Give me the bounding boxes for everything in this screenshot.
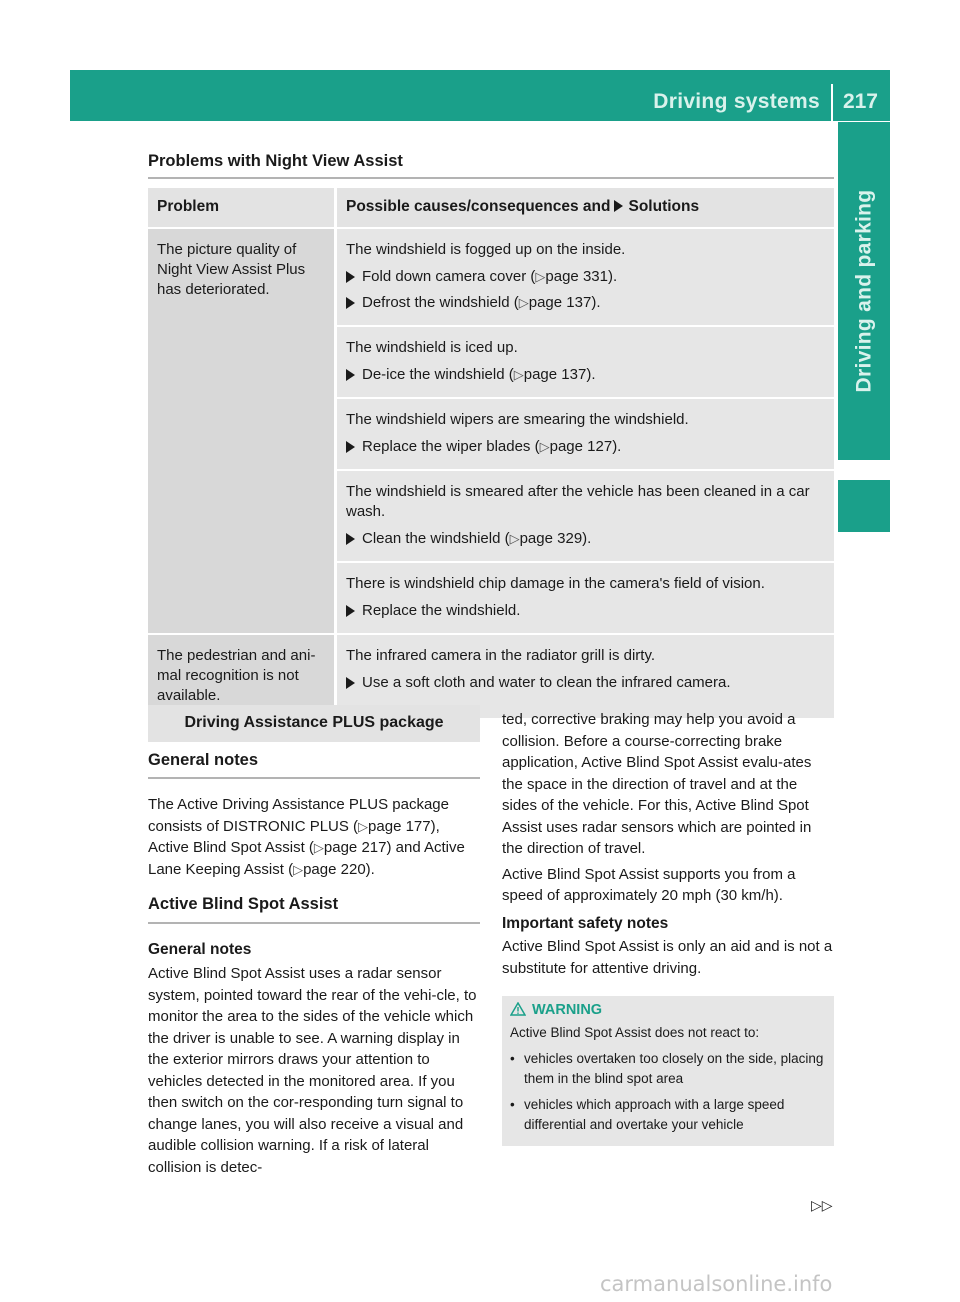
cause-text: The windshield is iced up. (346, 339, 518, 356)
action-item (346, 267, 825, 287)
action-text: Fold down camera cover ( (362, 268, 536, 285)
warning-intro: Active Blind Spot Assist does not react to: (510, 1025, 760, 1040)
blind-spot-text: Active Blind Spot Assist uses a radar sensor system, pointed toward the rear of the vehi-cle, to monitor the area to the sides of the vehicle which the driver is unable to see. A warning display in the exterior mirrors draws your attention to vehicles detected in the monitored area. If you then switch on the cor-responding turn signal to change lanes, you will also receive a visual and audible collision warning. If a risk of lateral collision is detec- (148, 965, 477, 1176)
arrow-icon (346, 297, 355, 309)
watermark: carmanualsonline.info (600, 1272, 833, 1296)
right-column (502, 709, 834, 979)
blind-spot-heading: Active Blind Spot Assist (148, 895, 339, 913)
action-item (346, 529, 825, 549)
page-ref-icon: ▷ (293, 861, 304, 877)
action-item (346, 293, 825, 313)
package-text-part: ). (365, 860, 375, 878)
warning-item (510, 1049, 830, 1089)
action-text-wrap (362, 601, 520, 621)
table-title: Problems with Night View Assist (148, 152, 403, 170)
page-ref-icon: ▷ (513, 367, 524, 382)
action-text-end: ). (582, 530, 592, 547)
page-ref-icon: ▷ (539, 439, 550, 454)
cause-text: There is windshield chip damage in the camera's field of vision. (346, 575, 765, 592)
side-tab-marker (838, 480, 890, 532)
action-text-wrap (362, 293, 601, 313)
table-header-row (148, 188, 834, 227)
general-notes-heading: General notes (148, 750, 259, 769)
page-ref: page 217 (323, 839, 387, 856)
header-solutions-suffix: Solutions (628, 198, 700, 215)
page-ref: page 329 (519, 530, 583, 547)
page-ref: page 220 (303, 860, 366, 878)
action-text-wrap (362, 437, 621, 457)
action-text-end: ). (586, 366, 596, 383)
solution-cell (337, 471, 834, 561)
problem-cell: The picture quality of Night View Assist Plus has deteriorated. (148, 229, 337, 633)
side-tab-label: Driving and parking (852, 189, 875, 393)
package-title: Driving Assistance PLUS package (148, 705, 480, 742)
page-ref-icon: ▷ (358, 818, 369, 834)
page-ref: page 127 (549, 438, 613, 455)
page-ref-icon: ▷ (313, 840, 324, 855)
header-problem: Problem (148, 188, 337, 227)
problem-cell: The pedestrian and ani-mal recognition is not available. (148, 635, 337, 718)
page-ref: page 177 (368, 817, 431, 835)
package-text-part: The Active Driving Assistance PLUS package consists of DISTRONIC PLUS ( (148, 796, 449, 835)
solution-cell (337, 327, 834, 397)
action-text: Defrost the windshield ( (362, 294, 519, 311)
page-ref-icon: ▷ (518, 295, 529, 310)
page-number: 217 (842, 90, 878, 113)
blind-spot-rule (148, 922, 480, 924)
action-text: Use a soft cloth and water to clean the infrared camera. (362, 674, 731, 691)
action-text: Replace the wiper blades ( (362, 438, 540, 455)
cause-text: The windshield is smeared after the vehicle has been cleaned in a car wash. (346, 483, 810, 520)
action-text-end: ). (612, 438, 622, 455)
speed-text: Active Blind Spot Assist supports you from a speed of approximately 20 mph (30 km/h). (502, 865, 796, 904)
solution-cell (337, 563, 834, 633)
left-column (148, 705, 480, 1178)
warning-icon (510, 1002, 526, 1016)
header-solutions-prefix: Possible causes/consequences and (346, 198, 611, 215)
warning-item-text: vehicles overtaken too closely on the side, placing them in the blind spot area (524, 1051, 824, 1086)
blind-spot-general-heading: General notes (148, 940, 252, 958)
warning-title-text: WARNING (532, 1002, 603, 1018)
action-text-end: ). (607, 268, 618, 285)
side-tab-label-wrap (838, 122, 890, 460)
table-body (148, 229, 834, 718)
cause-text: The windshield is fogged up on the inside. (346, 241, 626, 258)
arrow-icon (346, 369, 355, 381)
warning-box (502, 996, 834, 1146)
bullet-icon: • (510, 1097, 515, 1112)
arrow-icon (346, 271, 355, 283)
package-text-part: ) and Active Lane Keeping Assist ( (148, 839, 465, 878)
solution-cell (337, 229, 834, 325)
action-item (346, 673, 825, 693)
header-separator (831, 84, 833, 121)
bullet-icon: • (510, 1051, 515, 1066)
action-text: De-ice the windshield ( (362, 366, 514, 383)
header-bar (70, 70, 890, 121)
cause-text: The windshield wipers are smearing the windshield. (346, 411, 689, 428)
title-rule (148, 177, 834, 179)
arrow-icon (614, 200, 623, 212)
safety-text: Active Blind Spot Assist is only an aid and is not a substitute for attentive driving. (502, 938, 833, 977)
action-item (346, 365, 825, 385)
cause-text: The infrared camera in the radiator grill is dirty. (346, 647, 656, 664)
action-text-wrap (362, 267, 617, 287)
table-row (148, 229, 834, 325)
solution-cell (337, 399, 834, 469)
header-solutions (337, 188, 834, 227)
action-text-wrap (362, 529, 591, 549)
page-ref: page 137 (528, 294, 592, 311)
warning-item (510, 1095, 830, 1135)
arrow-icon (346, 533, 355, 545)
action-text: Clean the windshield ( (362, 530, 510, 547)
action-text: Replace the windshield. (362, 602, 521, 619)
page-ref: page 331 (545, 268, 608, 285)
warning-body (510, 1023, 830, 1135)
page-ref-icon: ▷ (535, 269, 546, 284)
continue-icon: ▷▷ (811, 1197, 833, 1213)
arrow-icon (346, 441, 355, 453)
action-item (346, 601, 825, 621)
general-notes-rule (148, 777, 480, 779)
arrow-icon (346, 605, 355, 617)
page-ref-icon: ▷ (509, 531, 520, 546)
problems-table (148, 186, 834, 720)
package-text-part: ), Active Blind Spot Assist ( (148, 817, 440, 856)
safety-heading: Important safety notes (502, 914, 669, 932)
action-text-wrap (362, 365, 596, 385)
chapter-title: Driving systems (653, 90, 820, 113)
arrow-icon (346, 677, 355, 689)
page-ref: page 137 (523, 366, 587, 383)
warning-item-text: vehicles which approach with a large speed differential and overtake your vehicle (524, 1097, 785, 1132)
continued-text: ted, corrective braking may help you avoid a collision. Before a course-correcting brake application, Active Blind Spot Assist evalu-ates the space in the direction of travel and at the sides of the vehicle. For this, Active Blind Spot Assist uses radar sensors which are pointed in the direction of travel. (502, 711, 812, 857)
action-text-wrap (362, 673, 731, 693)
action-text-end: ). (591, 294, 601, 311)
action-item (346, 437, 825, 457)
package-text (148, 794, 480, 880)
warning-title (510, 1000, 602, 1020)
